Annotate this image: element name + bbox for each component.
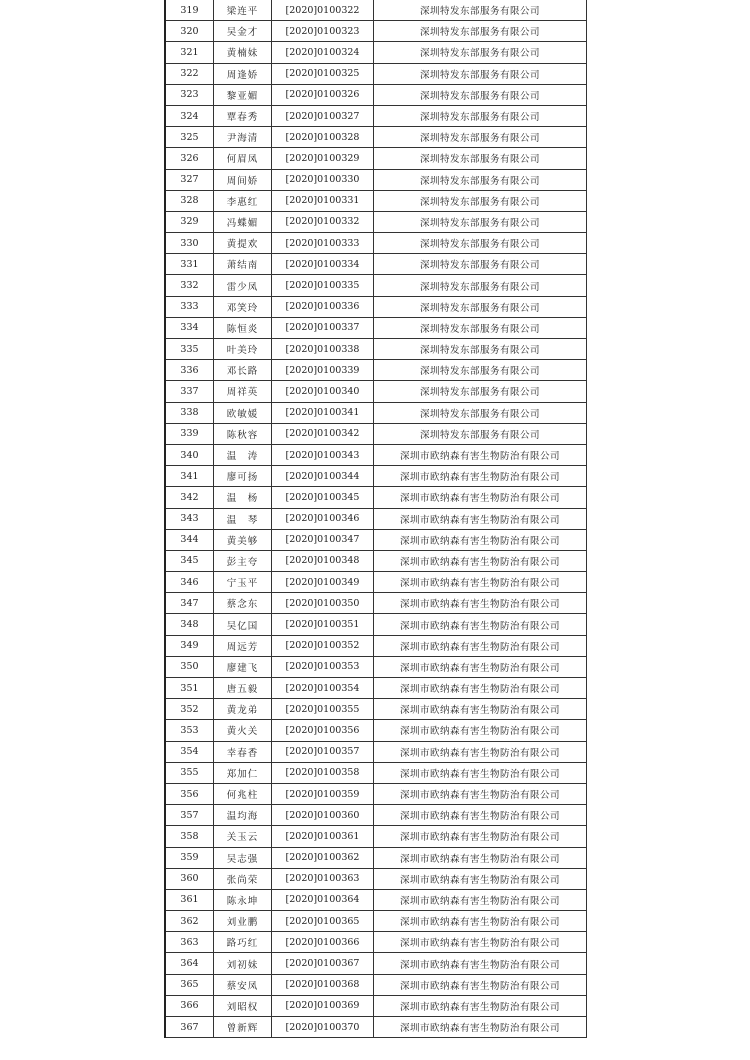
row-number: 321 bbox=[165, 42, 214, 63]
certificate-number: [2020]0100344 bbox=[272, 466, 374, 487]
row-number: 329 bbox=[165, 211, 214, 232]
person-name: 廖可扬 bbox=[214, 466, 272, 487]
company-name: 深圳市欧纳森有害生物防治有限公司 bbox=[374, 932, 587, 953]
table-row bbox=[165, 360, 587, 381]
certificate-number: [2020]0100368 bbox=[272, 974, 374, 995]
certificate-number: [2020]0100347 bbox=[272, 529, 374, 550]
certificate-number: [2020]0100322 bbox=[272, 0, 374, 21]
row-number: 349 bbox=[165, 635, 214, 656]
table-row bbox=[165, 317, 587, 338]
row-number: 327 bbox=[165, 169, 214, 190]
certificate-number: [2020]0100354 bbox=[272, 678, 374, 699]
company-name: 深圳市欧纳森有害生物防治有限公司 bbox=[374, 826, 587, 847]
person-name: 周间娇 bbox=[214, 169, 272, 190]
row-number: 344 bbox=[165, 529, 214, 550]
certificate-number: [2020]0100352 bbox=[272, 635, 374, 656]
row-number: 347 bbox=[165, 593, 214, 614]
row-number: 320 bbox=[165, 21, 214, 42]
person-name: 陈秋容 bbox=[214, 423, 272, 444]
person-name: 何兆柱 bbox=[214, 783, 272, 804]
person-name: 黄龙弟 bbox=[214, 699, 272, 720]
row-number: 319 bbox=[165, 0, 214, 21]
certificate-table bbox=[164, 0, 587, 1038]
person-name: 温 杨 bbox=[214, 487, 272, 508]
person-name: 刘业鹏 bbox=[214, 911, 272, 932]
row-number: 334 bbox=[165, 317, 214, 338]
table-row bbox=[165, 402, 587, 423]
person-name: 黄楠妹 bbox=[214, 42, 272, 63]
table-row bbox=[165, 63, 587, 84]
table-row bbox=[165, 190, 587, 211]
company-name: 深圳市欧纳森有害生物防治有限公司 bbox=[374, 699, 587, 720]
company-name: 深圳市欧纳森有害生物防治有限公司 bbox=[374, 953, 587, 974]
company-name: 深圳市欧纳森有害生物防治有限公司 bbox=[374, 635, 587, 656]
company-name: 深圳特发东部服务有限公司 bbox=[374, 339, 587, 360]
row-number: 325 bbox=[165, 127, 214, 148]
table-row bbox=[165, 635, 587, 656]
certificate-number: [2020]0100351 bbox=[272, 614, 374, 635]
person-name: 黎亚媚 bbox=[214, 84, 272, 105]
certificate-number: [2020]0100345 bbox=[272, 487, 374, 508]
person-name: 周远芳 bbox=[214, 635, 272, 656]
certificate-number: [2020]0100335 bbox=[272, 275, 374, 296]
person-name: 吴志强 bbox=[214, 847, 272, 868]
company-name: 深圳市欧纳森有害生物防治有限公司 bbox=[374, 444, 587, 465]
table-row bbox=[165, 466, 587, 487]
person-name: 覃春秀 bbox=[214, 105, 272, 126]
certificate-number: [2020]0100325 bbox=[272, 63, 374, 84]
certificate-number: [2020]0100366 bbox=[272, 932, 374, 953]
table-row bbox=[165, 211, 587, 232]
company-name: 深圳市欧纳森有害生物防治有限公司 bbox=[374, 720, 587, 741]
table-row bbox=[165, 487, 587, 508]
row-number: 341 bbox=[165, 466, 214, 487]
company-name: 深圳市欧纳森有害生物防治有限公司 bbox=[374, 508, 587, 529]
row-number: 323 bbox=[165, 84, 214, 105]
company-name: 深圳市欧纳森有害生物防治有限公司 bbox=[374, 847, 587, 868]
row-number: 336 bbox=[165, 360, 214, 381]
company-name: 深圳特发东部服务有限公司 bbox=[374, 381, 587, 402]
table-row bbox=[165, 423, 587, 444]
row-number: 331 bbox=[165, 254, 214, 275]
person-name: 温 涛 bbox=[214, 444, 272, 465]
table-row bbox=[165, 127, 587, 148]
person-name: 邓笑玲 bbox=[214, 296, 272, 317]
certificate-number: [2020]0100331 bbox=[272, 190, 374, 211]
person-name: 陈永坤 bbox=[214, 889, 272, 910]
row-number: 358 bbox=[165, 826, 214, 847]
certificate-number: [2020]0100341 bbox=[272, 402, 374, 423]
row-number: 346 bbox=[165, 572, 214, 593]
person-name: 雷少凤 bbox=[214, 275, 272, 296]
certificate-number: [2020]0100323 bbox=[272, 21, 374, 42]
person-name: 李惠红 bbox=[214, 190, 272, 211]
person-name: 周逢娇 bbox=[214, 63, 272, 84]
person-name: 冯蝶媚 bbox=[214, 211, 272, 232]
person-name: 唐五毅 bbox=[214, 678, 272, 699]
person-name: 廖建飞 bbox=[214, 656, 272, 677]
company-name: 深圳市欧纳森有害生物防治有限公司 bbox=[374, 783, 587, 804]
company-name: 深圳特发东部服务有限公司 bbox=[374, 0, 587, 21]
table-row bbox=[165, 805, 587, 826]
table-row bbox=[165, 593, 587, 614]
person-name: 刘昭权 bbox=[214, 995, 272, 1016]
certificate-number: [2020]0100326 bbox=[272, 84, 374, 105]
certificate-number: [2020]0100353 bbox=[272, 656, 374, 677]
row-number: 333 bbox=[165, 296, 214, 317]
certificate-number: [2020]0100359 bbox=[272, 783, 374, 804]
table-row bbox=[165, 826, 587, 847]
row-number: 339 bbox=[165, 423, 214, 444]
row-number: 362 bbox=[165, 911, 214, 932]
table-row bbox=[165, 699, 587, 720]
table-row bbox=[165, 911, 587, 932]
row-number: 361 bbox=[165, 889, 214, 910]
certificate-number: [2020]0100360 bbox=[272, 805, 374, 826]
company-name: 深圳市欧纳森有害生物防治有限公司 bbox=[374, 614, 587, 635]
table-row bbox=[165, 529, 587, 550]
table-body bbox=[165, 0, 587, 1038]
company-name: 深圳市欧纳森有害生物防治有限公司 bbox=[374, 741, 587, 762]
row-number: 350 bbox=[165, 656, 214, 677]
row-number: 343 bbox=[165, 508, 214, 529]
table-row bbox=[165, 550, 587, 571]
person-name: 黄火关 bbox=[214, 720, 272, 741]
company-name: 深圳市欧纳森有害生物防治有限公司 bbox=[374, 974, 587, 995]
company-name: 深圳特发东部服务有限公司 bbox=[374, 63, 587, 84]
table-row bbox=[165, 1017, 587, 1038]
person-name: 彭主夸 bbox=[214, 550, 272, 571]
certificate-number: [2020]0100361 bbox=[272, 826, 374, 847]
person-name: 陈恒炎 bbox=[214, 317, 272, 338]
table-row bbox=[165, 381, 587, 402]
table-row bbox=[165, 614, 587, 635]
company-name: 深圳特发东部服务有限公司 bbox=[374, 169, 587, 190]
company-name: 深圳特发东部服务有限公司 bbox=[374, 42, 587, 63]
table-row bbox=[165, 889, 587, 910]
row-number: 348 bbox=[165, 614, 214, 635]
table-row bbox=[165, 974, 587, 995]
certificate-number: [2020]0100338 bbox=[272, 339, 374, 360]
company-name: 深圳特发东部服务有限公司 bbox=[374, 275, 587, 296]
person-name: 蔡安凤 bbox=[214, 974, 272, 995]
certificate-number: [2020]0100355 bbox=[272, 699, 374, 720]
table-row bbox=[165, 233, 587, 254]
company-name: 深圳特发东部服务有限公司 bbox=[374, 296, 587, 317]
person-name: 幸春香 bbox=[214, 741, 272, 762]
table-row bbox=[165, 275, 587, 296]
company-name: 深圳特发东部服务有限公司 bbox=[374, 317, 587, 338]
row-number: 360 bbox=[165, 868, 214, 889]
certificate-number: [2020]0100367 bbox=[272, 953, 374, 974]
table-row bbox=[165, 868, 587, 889]
person-name: 何眉凤 bbox=[214, 148, 272, 169]
row-number: 330 bbox=[165, 233, 214, 254]
certificate-number: [2020]0100329 bbox=[272, 148, 374, 169]
person-name: 尹海清 bbox=[214, 127, 272, 148]
company-name: 深圳市欧纳森有害生物防治有限公司 bbox=[374, 868, 587, 889]
person-name: 黄美够 bbox=[214, 529, 272, 550]
certificate-number: [2020]0100365 bbox=[272, 911, 374, 932]
company-name: 深圳市欧纳森有害生物防治有限公司 bbox=[374, 656, 587, 677]
company-name: 深圳特发东部服务有限公司 bbox=[374, 211, 587, 232]
certificate-number: [2020]0100363 bbox=[272, 868, 374, 889]
certificate-number: [2020]0100328 bbox=[272, 127, 374, 148]
person-name: 温均海 bbox=[214, 805, 272, 826]
row-number: 335 bbox=[165, 339, 214, 360]
row-number: 351 bbox=[165, 678, 214, 699]
certificate-number: [2020]0100340 bbox=[272, 381, 374, 402]
table-row bbox=[165, 105, 587, 126]
person-name: 黄提欢 bbox=[214, 233, 272, 254]
certificate-number: [2020]0100343 bbox=[272, 444, 374, 465]
row-number: 357 bbox=[165, 805, 214, 826]
certificate-number: [2020]0100324 bbox=[272, 42, 374, 63]
company-name: 深圳市欧纳森有害生物防治有限公司 bbox=[374, 805, 587, 826]
table-row bbox=[165, 169, 587, 190]
row-number: 326 bbox=[165, 148, 214, 169]
table-row bbox=[165, 720, 587, 741]
person-name: 萧结南 bbox=[214, 254, 272, 275]
person-name: 关玉云 bbox=[214, 826, 272, 847]
table-row bbox=[165, 296, 587, 317]
table-row bbox=[165, 932, 587, 953]
certificate-number: [2020]0100337 bbox=[272, 317, 374, 338]
row-number: 359 bbox=[165, 847, 214, 868]
company-name: 深圳市欧纳森有害生物防治有限公司 bbox=[374, 487, 587, 508]
company-name: 深圳特发东部服务有限公司 bbox=[374, 360, 587, 381]
person-name: 张尚荣 bbox=[214, 868, 272, 889]
certificate-number: [2020]0100339 bbox=[272, 360, 374, 381]
table-row bbox=[165, 508, 587, 529]
company-name: 深圳市欧纳森有害生物防治有限公司 bbox=[374, 466, 587, 487]
person-name: 宁玉平 bbox=[214, 572, 272, 593]
row-number: 352 bbox=[165, 699, 214, 720]
row-number: 345 bbox=[165, 550, 214, 571]
table-row bbox=[165, 953, 587, 974]
certificate-number: [2020]0100327 bbox=[272, 105, 374, 126]
certificate-number: [2020]0100330 bbox=[272, 169, 374, 190]
table-row bbox=[165, 339, 587, 360]
company-name: 深圳特发东部服务有限公司 bbox=[374, 233, 587, 254]
person-name: 曾新辉 bbox=[214, 1017, 272, 1038]
table-row bbox=[165, 148, 587, 169]
company-name: 深圳市欧纳森有害生物防治有限公司 bbox=[374, 911, 587, 932]
row-number: 324 bbox=[165, 105, 214, 126]
company-name: 深圳市欧纳森有害生物防治有限公司 bbox=[374, 1017, 587, 1038]
company-name: 深圳特发东部服务有限公司 bbox=[374, 402, 587, 423]
person-name: 吴亿国 bbox=[214, 614, 272, 635]
row-number: 322 bbox=[165, 63, 214, 84]
table-row bbox=[165, 0, 587, 21]
table-row bbox=[165, 84, 587, 105]
person-name: 叶美玲 bbox=[214, 339, 272, 360]
company-name: 深圳特发东部服务有限公司 bbox=[374, 254, 587, 275]
table-row bbox=[165, 42, 587, 63]
row-number: 367 bbox=[165, 1017, 214, 1038]
row-number: 355 bbox=[165, 762, 214, 783]
company-name: 深圳市欧纳森有害生物防治有限公司 bbox=[374, 572, 587, 593]
certificate-number: [2020]0100362 bbox=[272, 847, 374, 868]
person-name: 郑加仁 bbox=[214, 762, 272, 783]
row-number: 342 bbox=[165, 487, 214, 508]
row-number: 356 bbox=[165, 783, 214, 804]
company-name: 深圳市欧纳森有害生物防治有限公司 bbox=[374, 529, 587, 550]
person-name: 温 琴 bbox=[214, 508, 272, 529]
company-name: 深圳市欧纳森有害生物防治有限公司 bbox=[374, 762, 587, 783]
person-name: 刘初妹 bbox=[214, 953, 272, 974]
certificate-number: [2020]0100364 bbox=[272, 889, 374, 910]
certificate-number: [2020]0100349 bbox=[272, 572, 374, 593]
company-name: 深圳特发东部服务有限公司 bbox=[374, 84, 587, 105]
company-name: 深圳特发东部服务有限公司 bbox=[374, 105, 587, 126]
table-row bbox=[165, 741, 587, 762]
certificate-number: [2020]0100336 bbox=[272, 296, 374, 317]
person-name: 周祥英 bbox=[214, 381, 272, 402]
row-number: 366 bbox=[165, 995, 214, 1016]
table-row bbox=[165, 678, 587, 699]
certificate-number: [2020]0100346 bbox=[272, 508, 374, 529]
table-row bbox=[165, 444, 587, 465]
person-name: 吴金才 bbox=[214, 21, 272, 42]
table-row bbox=[165, 21, 587, 42]
row-number: 354 bbox=[165, 741, 214, 762]
table-row bbox=[165, 572, 587, 593]
table-row bbox=[165, 762, 587, 783]
row-number: 328 bbox=[165, 190, 214, 211]
person-name: 梁连平 bbox=[214, 0, 272, 21]
company-name: 深圳市欧纳森有害生物防治有限公司 bbox=[374, 550, 587, 571]
row-number: 353 bbox=[165, 720, 214, 741]
person-name: 蔡念东 bbox=[214, 593, 272, 614]
company-name: 深圳特发东部服务有限公司 bbox=[374, 148, 587, 169]
person-name: 欧敏媛 bbox=[214, 402, 272, 423]
company-name: 深圳特发东部服务有限公司 bbox=[374, 423, 587, 444]
certificate-number: [2020]0100369 bbox=[272, 995, 374, 1016]
certificate-number: [2020]0100357 bbox=[272, 741, 374, 762]
table-row bbox=[165, 847, 587, 868]
company-name: 深圳市欧纳森有害生物防治有限公司 bbox=[374, 678, 587, 699]
company-name: 深圳市欧纳森有害生物防治有限公司 bbox=[374, 889, 587, 910]
certificate-number: [2020]0100334 bbox=[272, 254, 374, 275]
certificate-number: [2020]0100350 bbox=[272, 593, 374, 614]
person-name: 邓长路 bbox=[214, 360, 272, 381]
row-number: 337 bbox=[165, 381, 214, 402]
company-name: 深圳市欧纳森有害生物防治有限公司 bbox=[374, 995, 587, 1016]
table-row bbox=[165, 254, 587, 275]
person-name: 路巧红 bbox=[214, 932, 272, 953]
certificate-number: [2020]0100348 bbox=[272, 550, 374, 571]
certificate-number: [2020]0100333 bbox=[272, 233, 374, 254]
company-name: 深圳特发东部服务有限公司 bbox=[374, 21, 587, 42]
certificate-number: [2020]0100342 bbox=[272, 423, 374, 444]
certificate-number: [2020]0100356 bbox=[272, 720, 374, 741]
row-number: 365 bbox=[165, 974, 214, 995]
certificate-number: [2020]0100370 bbox=[272, 1017, 374, 1038]
row-number: 332 bbox=[165, 275, 214, 296]
certificate-number: [2020]0100332 bbox=[272, 211, 374, 232]
row-number: 340 bbox=[165, 444, 214, 465]
table-row bbox=[165, 995, 587, 1016]
row-number: 363 bbox=[165, 932, 214, 953]
company-name: 深圳特发东部服务有限公司 bbox=[374, 190, 587, 211]
company-name: 深圳特发东部服务有限公司 bbox=[374, 127, 587, 148]
company-name: 深圳市欧纳森有害生物防治有限公司 bbox=[374, 593, 587, 614]
certificate-number: [2020]0100358 bbox=[272, 762, 374, 783]
row-number: 364 bbox=[165, 953, 214, 974]
table-row bbox=[165, 656, 587, 677]
row-number: 338 bbox=[165, 402, 214, 423]
table-row bbox=[165, 783, 587, 804]
